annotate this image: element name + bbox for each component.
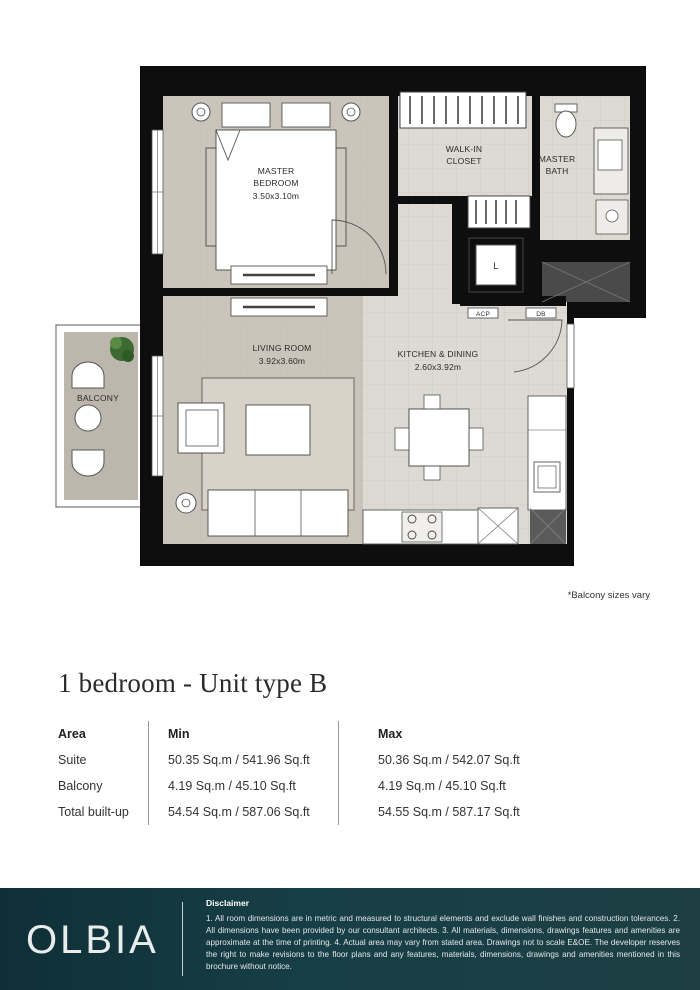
wardrobe-icon — [400, 92, 526, 128]
footer-divider — [182, 902, 183, 976]
stove-icon — [402, 512, 442, 542]
row-area: Total built-up — [58, 805, 129, 819]
row-max: 4.19 Sq.m / 45.10 Sq.ft — [378, 779, 506, 793]
room-size: 3.50x3.10m — [252, 191, 300, 201]
balcony-chair-icon — [72, 450, 104, 476]
footer — [0, 888, 700, 990]
balcony — [56, 325, 142, 507]
svg-text:MASTER — [539, 154, 576, 164]
svg-text:3.50x3.10m — [253, 191, 299, 201]
room-name: WALK-IN — [445, 144, 483, 154]
table-divider — [338, 721, 339, 825]
room-label-balcony — [77, 393, 119, 403]
fridge-icon — [478, 508, 518, 544]
room-name: BEDROOM — [253, 178, 299, 188]
balcony-chair-icon — [72, 362, 104, 388]
db-panel — [526, 308, 556, 318]
svg-text:KITCHEN & DINING — [398, 349, 479, 359]
shower-icon — [594, 128, 628, 194]
lamp-icon — [192, 103, 210, 121]
brand-logo: OLBIA — [26, 918, 159, 962]
room-name: KITCHEN & DINING — [397, 349, 479, 359]
room-name: LIVING ROOM — [252, 343, 312, 353]
svg-text:ACP: ACP — [476, 311, 490, 318]
tv-unit-icon — [231, 298, 327, 316]
window — [152, 130, 163, 254]
unit-title: 1 bedroom - Unit type B — [58, 668, 328, 698]
sofa-icon — [208, 490, 348, 536]
room-name: BALCONY — [76, 393, 120, 403]
row-area: Balcony — [58, 779, 103, 793]
room-name: CLOSET — [446, 156, 482, 166]
coffee-table-icon — [246, 405, 310, 455]
svg-text:WALK-IN — [446, 144, 483, 154]
balcony-table-icon — [75, 405, 101, 431]
disclaimer-title: Disclaimer — [206, 898, 249, 908]
svg-text:CLOSET — [446, 156, 481, 166]
laundry-icon — [469, 238, 523, 292]
svg-text:BALCONY — [77, 393, 119, 403]
room-label-master-bedroom — [253, 166, 299, 201]
row-max: 50.36 Sq.m / 542.07 Sq.ft — [378, 753, 520, 767]
svg-text:LIVING ROOM — [253, 343, 312, 353]
room-size: 2.60x3.92m — [414, 362, 462, 372]
table-divider — [148, 721, 149, 825]
svg-text:L: L — [493, 261, 499, 271]
row-max: 54.55 Sq.m / 587.17 Sq.ft — [378, 805, 520, 819]
sink-icon — [596, 200, 628, 234]
room-name: MASTER — [538, 154, 576, 164]
wardrobe-icon — [468, 196, 530, 228]
header-max: Max — [378, 727, 403, 741]
armchair-icon — [178, 403, 224, 453]
row-min: 4.19 Sq.m / 45.10 Sq.ft — [168, 779, 296, 793]
header-min: Min — [168, 727, 190, 741]
svg-text:BEDROOM — [253, 178, 298, 188]
area-table — [58, 721, 618, 825]
row-area: Suite — [58, 753, 87, 767]
svg-text:BATH — [546, 166, 569, 176]
acp-panel — [468, 308, 498, 318]
sliding-door — [152, 356, 163, 476]
room-name: BATH — [545, 166, 569, 176]
toilet-icon — [555, 104, 577, 137]
svg-text:MASTER — [258, 166, 295, 176]
row-min: 54.54 Sq.m / 587.06 Sq.ft — [168, 805, 310, 819]
kitchen-sink-icon — [534, 462, 560, 492]
room-name: MASTER — [257, 166, 295, 176]
header-area: Area — [58, 727, 86, 741]
window — [567, 324, 574, 388]
row-min: 50.35 Sq.m / 541.96 Sq.ft — [168, 753, 310, 767]
svg-text:DB: DB — [536, 311, 546, 318]
svg-text:3.92x3.60m — [259, 356, 305, 366]
tv-unit-icon — [231, 266, 327, 284]
svg-text:2.60x3.92m — [415, 362, 461, 372]
lamp-icon — [342, 103, 360, 121]
room-size: 3.92x3.60m — [258, 356, 306, 366]
balcony-note: *Balcony sizes vary — [567, 590, 650, 601]
disclaimer-text: 1. All room dimensions are in metric and measured to structural elements and exclude wall finishes and construction tolerances. 2. All dimensions have been provided by our consultant architects. 3. All materials, dimensions, drawings features and amenities are approximate at the time of printing. 4. Actual area may vary from stated area. Drawings not to scale E&OE. The developer reserves the right to make revisions to the floor plans and any features, materials, dimensions, drawings and amenities mentioned in this brochure without notice. — [206, 914, 680, 971]
lamp-icon — [176, 493, 196, 513]
